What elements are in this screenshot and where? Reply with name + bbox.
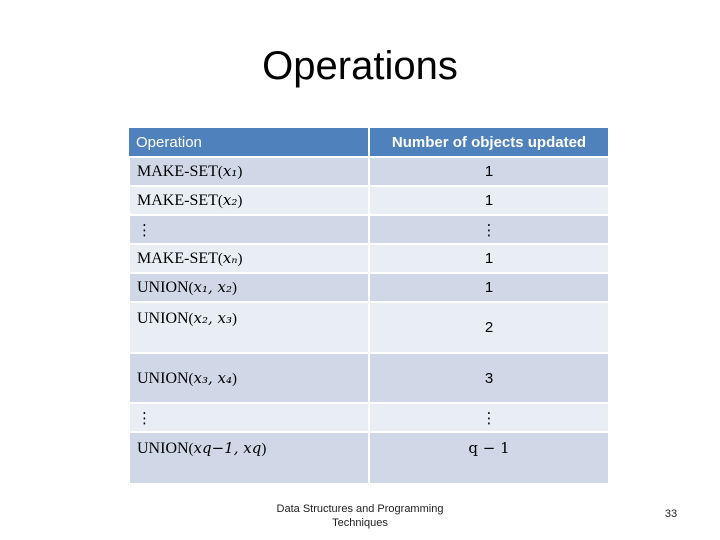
updated-count-cell: 1 [369,186,609,215]
table-row [129,353,609,403]
table-row [129,244,609,273]
operation-cell: UNION(x₁, x₂) [129,273,369,302]
table-row [129,432,609,484]
ellipsis-cell: ⋮ [369,403,609,432]
updated-count-cell: 1 [369,273,609,302]
table-row [129,302,609,353]
updated-count-cell: 1 [369,244,609,273]
operation-cell: UNION(x₃, x₄) [129,353,369,403]
page-number: 33 [664,508,678,520]
table-row [129,186,609,215]
ellipsis-cell: ⋮ [369,215,609,244]
header-operation: Operation [129,128,369,157]
operation-cell: MAKE-SET(xₙ) [129,244,369,273]
table-row [129,273,609,302]
operation-cell: UNION(x₂, x₃) [129,302,369,353]
updated-count-cell: 3 [369,353,609,403]
updated-count-cell: q − 1 [369,432,609,484]
operation-cell: MAKE-SET(x₂) [129,186,369,215]
operation-cell: UNION(xq−1, xq) [129,432,369,484]
operation-cell: MAKE-SET(x₁) [129,157,369,186]
header-objects-updated: Number of objects updated [369,128,609,157]
table-row [129,157,609,186]
ellipsis-cell: ⋮ [129,403,369,432]
slide-title: Operations [262,44,458,88]
updated-count-cell: 2 [369,302,609,353]
table-row [129,215,609,244]
updated-count-cell: 1 [369,157,609,186]
table-header-row [129,128,609,157]
slide-footer: Data Structures and Programming Techniques [276,503,444,529]
table-row [129,403,609,432]
operations-table [128,128,610,485]
ellipsis-cell: ⋮ [129,215,369,244]
